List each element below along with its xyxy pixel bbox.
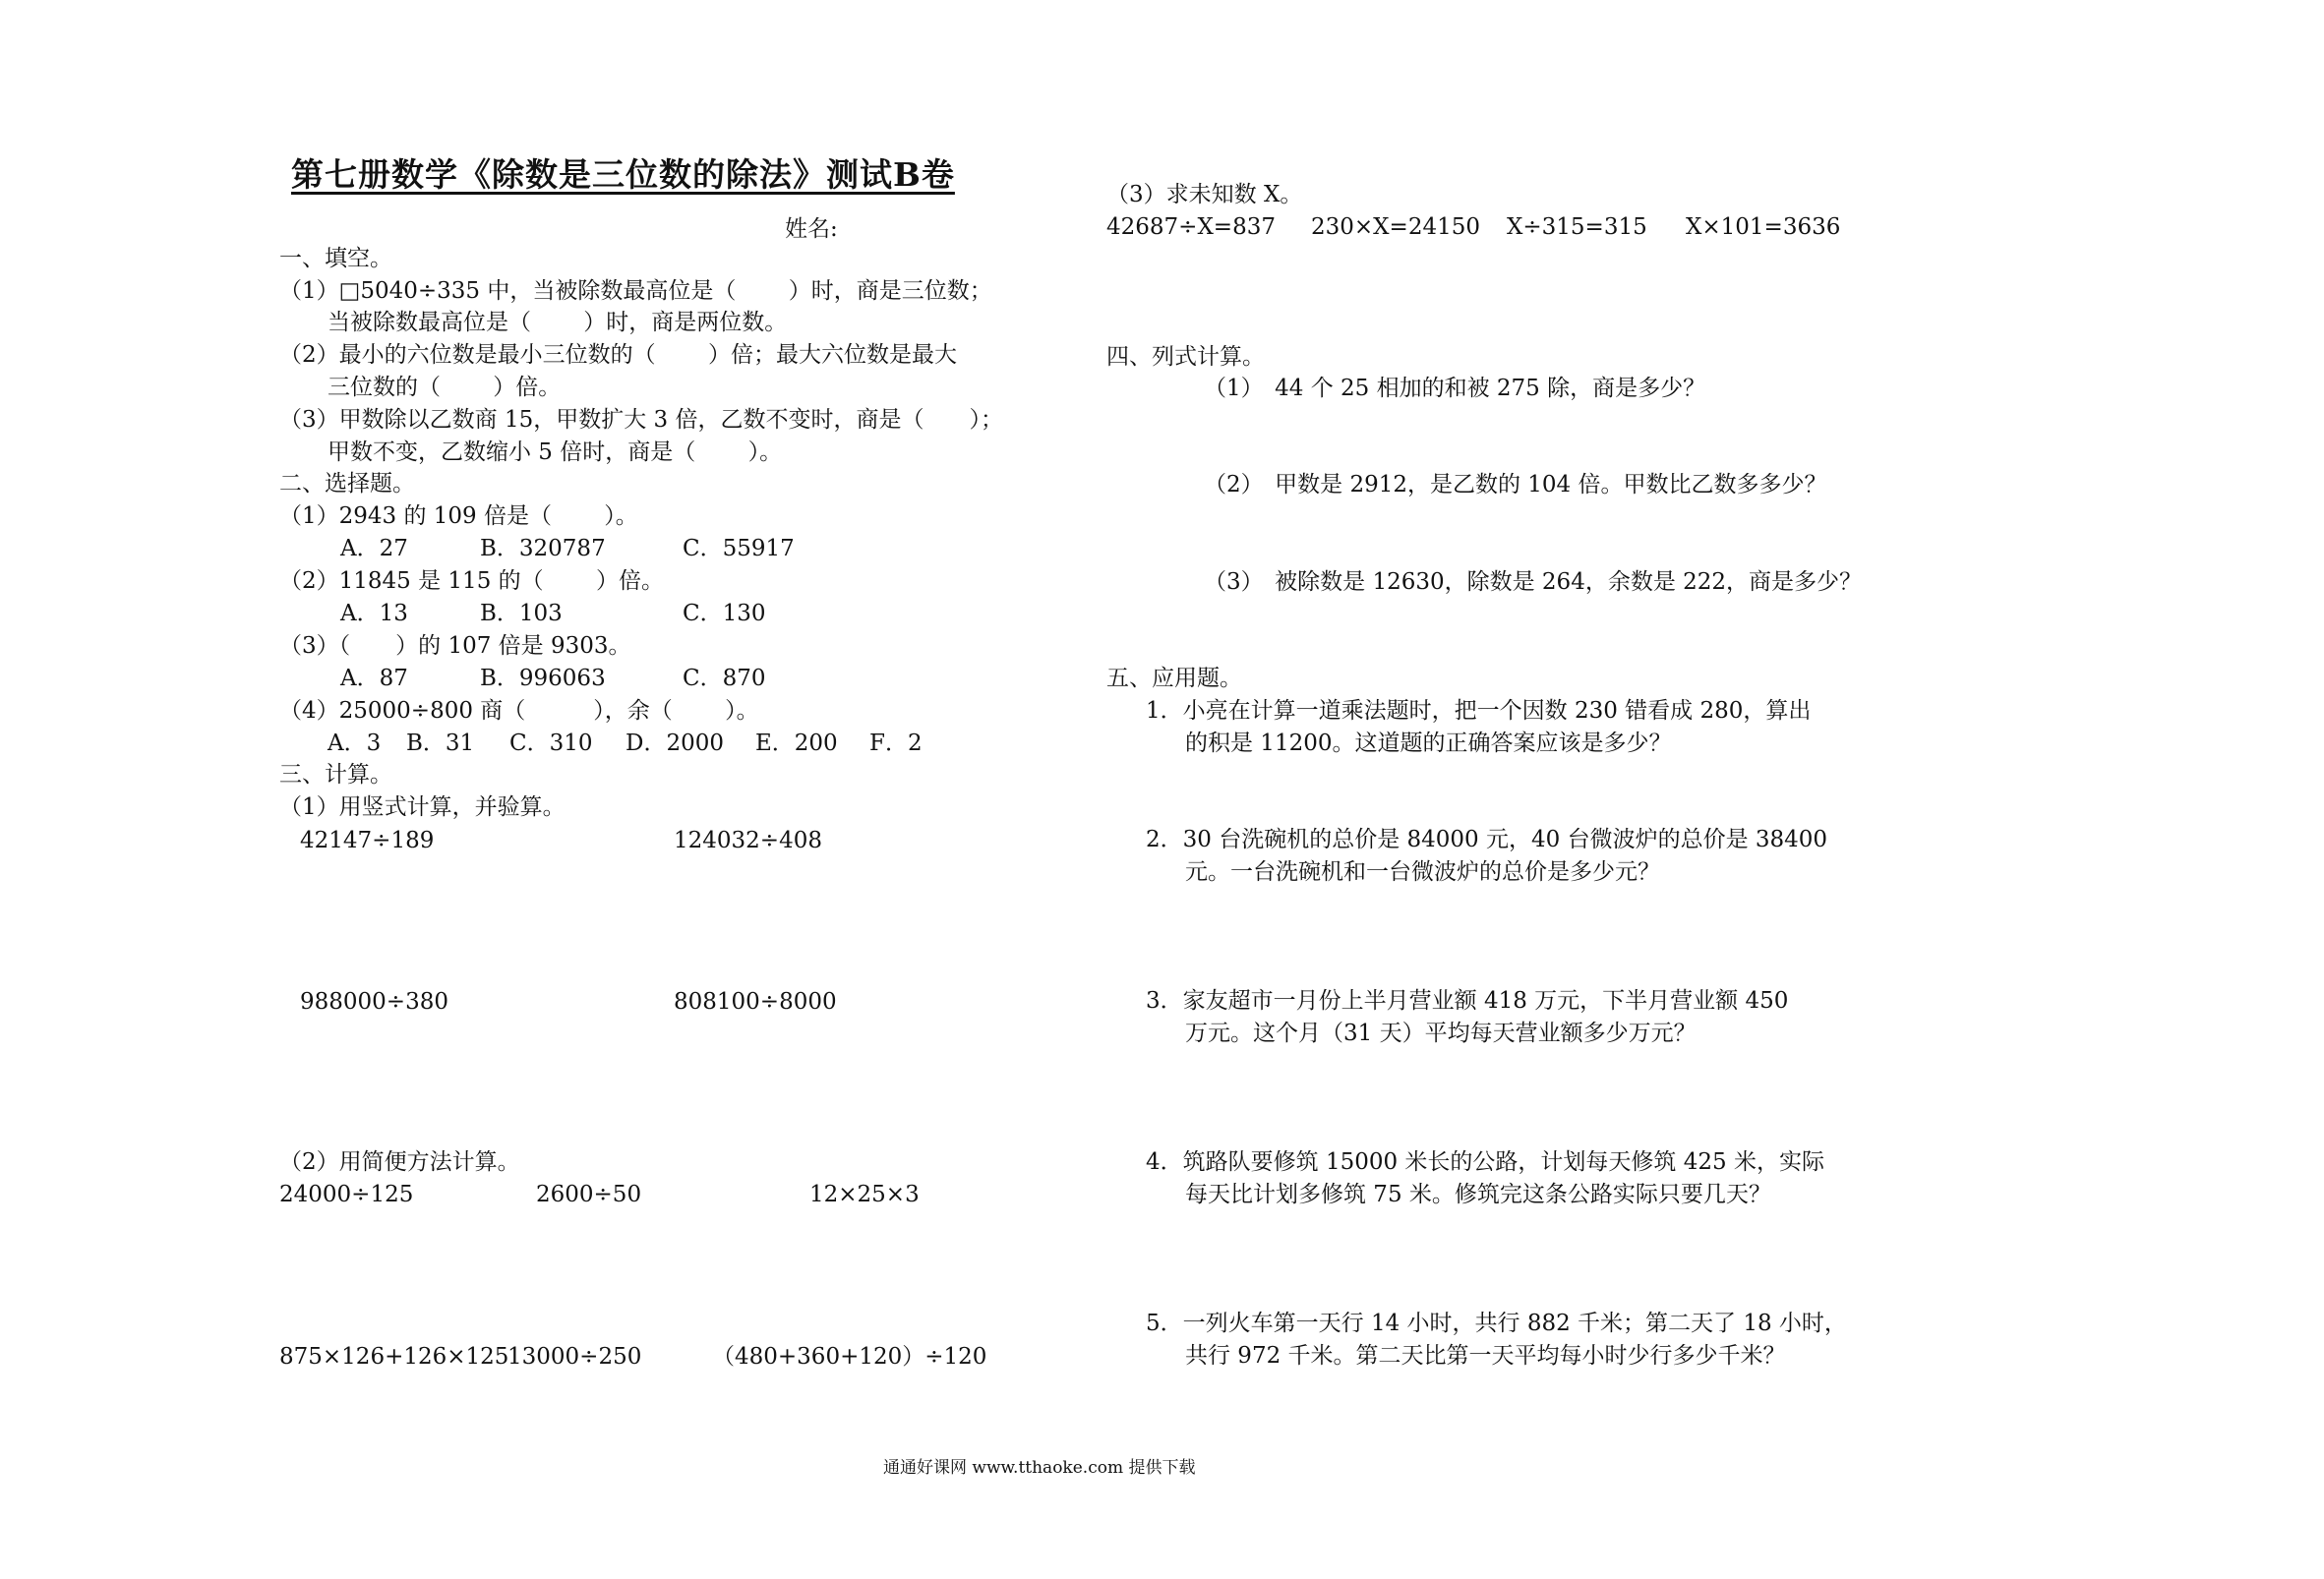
calc3-item-3: X÷315=315 (1507, 214, 1647, 240)
problem-3-line1: 3．家友超市一月份上半月营业额 418 万元，下半月营业额 450 (1146, 988, 1789, 1014)
choice-q1-option-a: A．27 (340, 536, 408, 561)
choice-q3-option-a: A．87 (340, 666, 408, 691)
calc3-item-1: 42687÷X=837 (1106, 214, 1276, 240)
equation-q2: （2） 甲数是 2912，是乙数的 104 倍。甲数比乙数多多少？ (1204, 472, 1827, 497)
calc1-item-2: 124032÷408 (674, 828, 822, 853)
equation-q3: （3） 被除数是 12630，除数是 264，余数是 222，商是多少？ (1204, 569, 1863, 595)
section-3-heading: 三、计算。 (279, 762, 392, 788)
name-label: 姓名: (785, 216, 838, 242)
choice-q4-option-c: C．310 (509, 731, 593, 756)
problem-5-line1: 5．一列火车第一天行 14 小时，共行 882 千米；第二天了 18 小时， (1146, 1311, 1847, 1336)
calc1-item-1: 42147÷189 (300, 828, 435, 853)
footer-credit: 通通好课网 www.tthaoke.com 提供下载 (883, 1458, 1196, 1478)
fill-q3-line1: （3）甲数除以乙数商 15，甲数扩大 3 倍，乙数不变时，商是（ ）； (279, 407, 1003, 433)
calc1-item-3: 988000÷380 (300, 989, 448, 1015)
choice-q4: （4）25000÷800 商（ ），余（ ）。 (279, 698, 759, 724)
choice-q3: （3）（ ）的 107 倍是 9303。 (279, 633, 631, 659)
problem-2-line1: 2．30 台洗碗机的总价是 84000 元，40 台微波炉的总价是 38400 (1146, 827, 1828, 852)
calc1-item-4: 808100÷8000 (674, 989, 837, 1015)
section-4-heading: 四、列式计算。 (1106, 344, 1265, 370)
choice-q4-option-a: A．3 (328, 731, 382, 756)
equation-q1: （1） 44 个 25 相加的和被 275 除，商是多少？ (1204, 376, 1706, 401)
choice-q4-option-d: D．2000 (626, 731, 724, 756)
calc2-item-4: 875×126+126×125 (279, 1344, 509, 1370)
choice-q3-option-b: B．996063 (480, 666, 606, 691)
choice-q3-option-c: C．870 (683, 666, 766, 691)
problem-3-line2: 万元。这个月（31 天）平均每天营业额多少万元？ (1185, 1021, 1697, 1046)
section-2-heading: 二、选择题。 (279, 471, 415, 497)
fill-q2-line2: 三位数的（ ）倍。 (328, 375, 562, 400)
problem-4-line2: 每天比计划多修筑 75 米。修筑完这条公路实际只要几天？ (1185, 1182, 1771, 1207)
choice-q1-option-c: C．55917 (683, 536, 795, 561)
choice-q2-option-b: B．103 (480, 601, 563, 626)
calc2-item-6: （480+360+120）÷120 (712, 1344, 987, 1370)
choice-q2: （2）11845 是 115 的（ ）倍。 (279, 568, 664, 594)
fill-q3-line2: 甲数不变，乙数缩小 5 倍时，商是（ ）。 (328, 439, 783, 465)
choice-q4-option-e: E．200 (755, 731, 838, 756)
fill-q2-line1: （2）最小的六位数是最小三位数的（ ）倍；最大六位数是最大 (279, 342, 957, 368)
choice-q2-option-c: C．130 (683, 601, 766, 626)
calc3-item-2: 230×X=24150 (1311, 214, 1480, 240)
fill-q1-line1: （1）□5040÷335 中，当被除数最高位是（ ）时，商是三位数； (279, 278, 992, 304)
calc2-item-5: 13000÷250 (507, 1344, 642, 1370)
fill-q1-line2: 当被除数最高位是（ ）时，商是两位数。 (328, 310, 788, 335)
choice-q1: （1）2943 的 109 倍是（ ）。 (279, 503, 638, 529)
section-5-heading: 五、应用题。 (1106, 666, 1242, 691)
section-1-heading: 一、填空。 (279, 246, 392, 271)
problem-5-line2: 共行 972 千米。第二天比第一天平均每小时少行多少千米？ (1185, 1343, 1786, 1369)
calc-sub2-heading: （2）用简便方法计算。 (279, 1149, 520, 1175)
calc2-item-1: 24000÷125 (279, 1182, 414, 1207)
problem-2-line2: 元。一台洗碗机和一台微波炉的总价是多少元？ (1185, 859, 1660, 885)
calc3-item-4: X×101=3636 (1686, 214, 1841, 240)
calc-sub1-heading: （1）用竖式计算，并验算。 (279, 794, 566, 820)
choice-q1-option-b: B．320787 (480, 536, 606, 561)
calc2-item-2: 2600÷50 (536, 1182, 642, 1207)
choice-q2-option-a: A．13 (340, 601, 408, 626)
choice-q4-option-b: B．31 (406, 731, 475, 756)
problem-4-line1: 4．筑路队要修筑 15000 米长的公路，计划每天修筑 425 米，实际 (1146, 1149, 1824, 1175)
choice-q4-option-f: F．2 (869, 731, 923, 756)
calc2-item-3: 12×25×3 (809, 1182, 920, 1207)
calc-sub3-heading: （3）求未知数 X。 (1106, 182, 1303, 207)
page-title: 第七册数学《除数是三位数的除法》测试B卷 (291, 155, 955, 194)
problem-1-line1: 1．小亮在计算一道乘法题时，把一个因数 230 错看成 280，算出 (1146, 698, 1812, 724)
problem-1-line2: 的积是 11200。这道题的正确答案应该是多少？ (1185, 731, 1672, 756)
